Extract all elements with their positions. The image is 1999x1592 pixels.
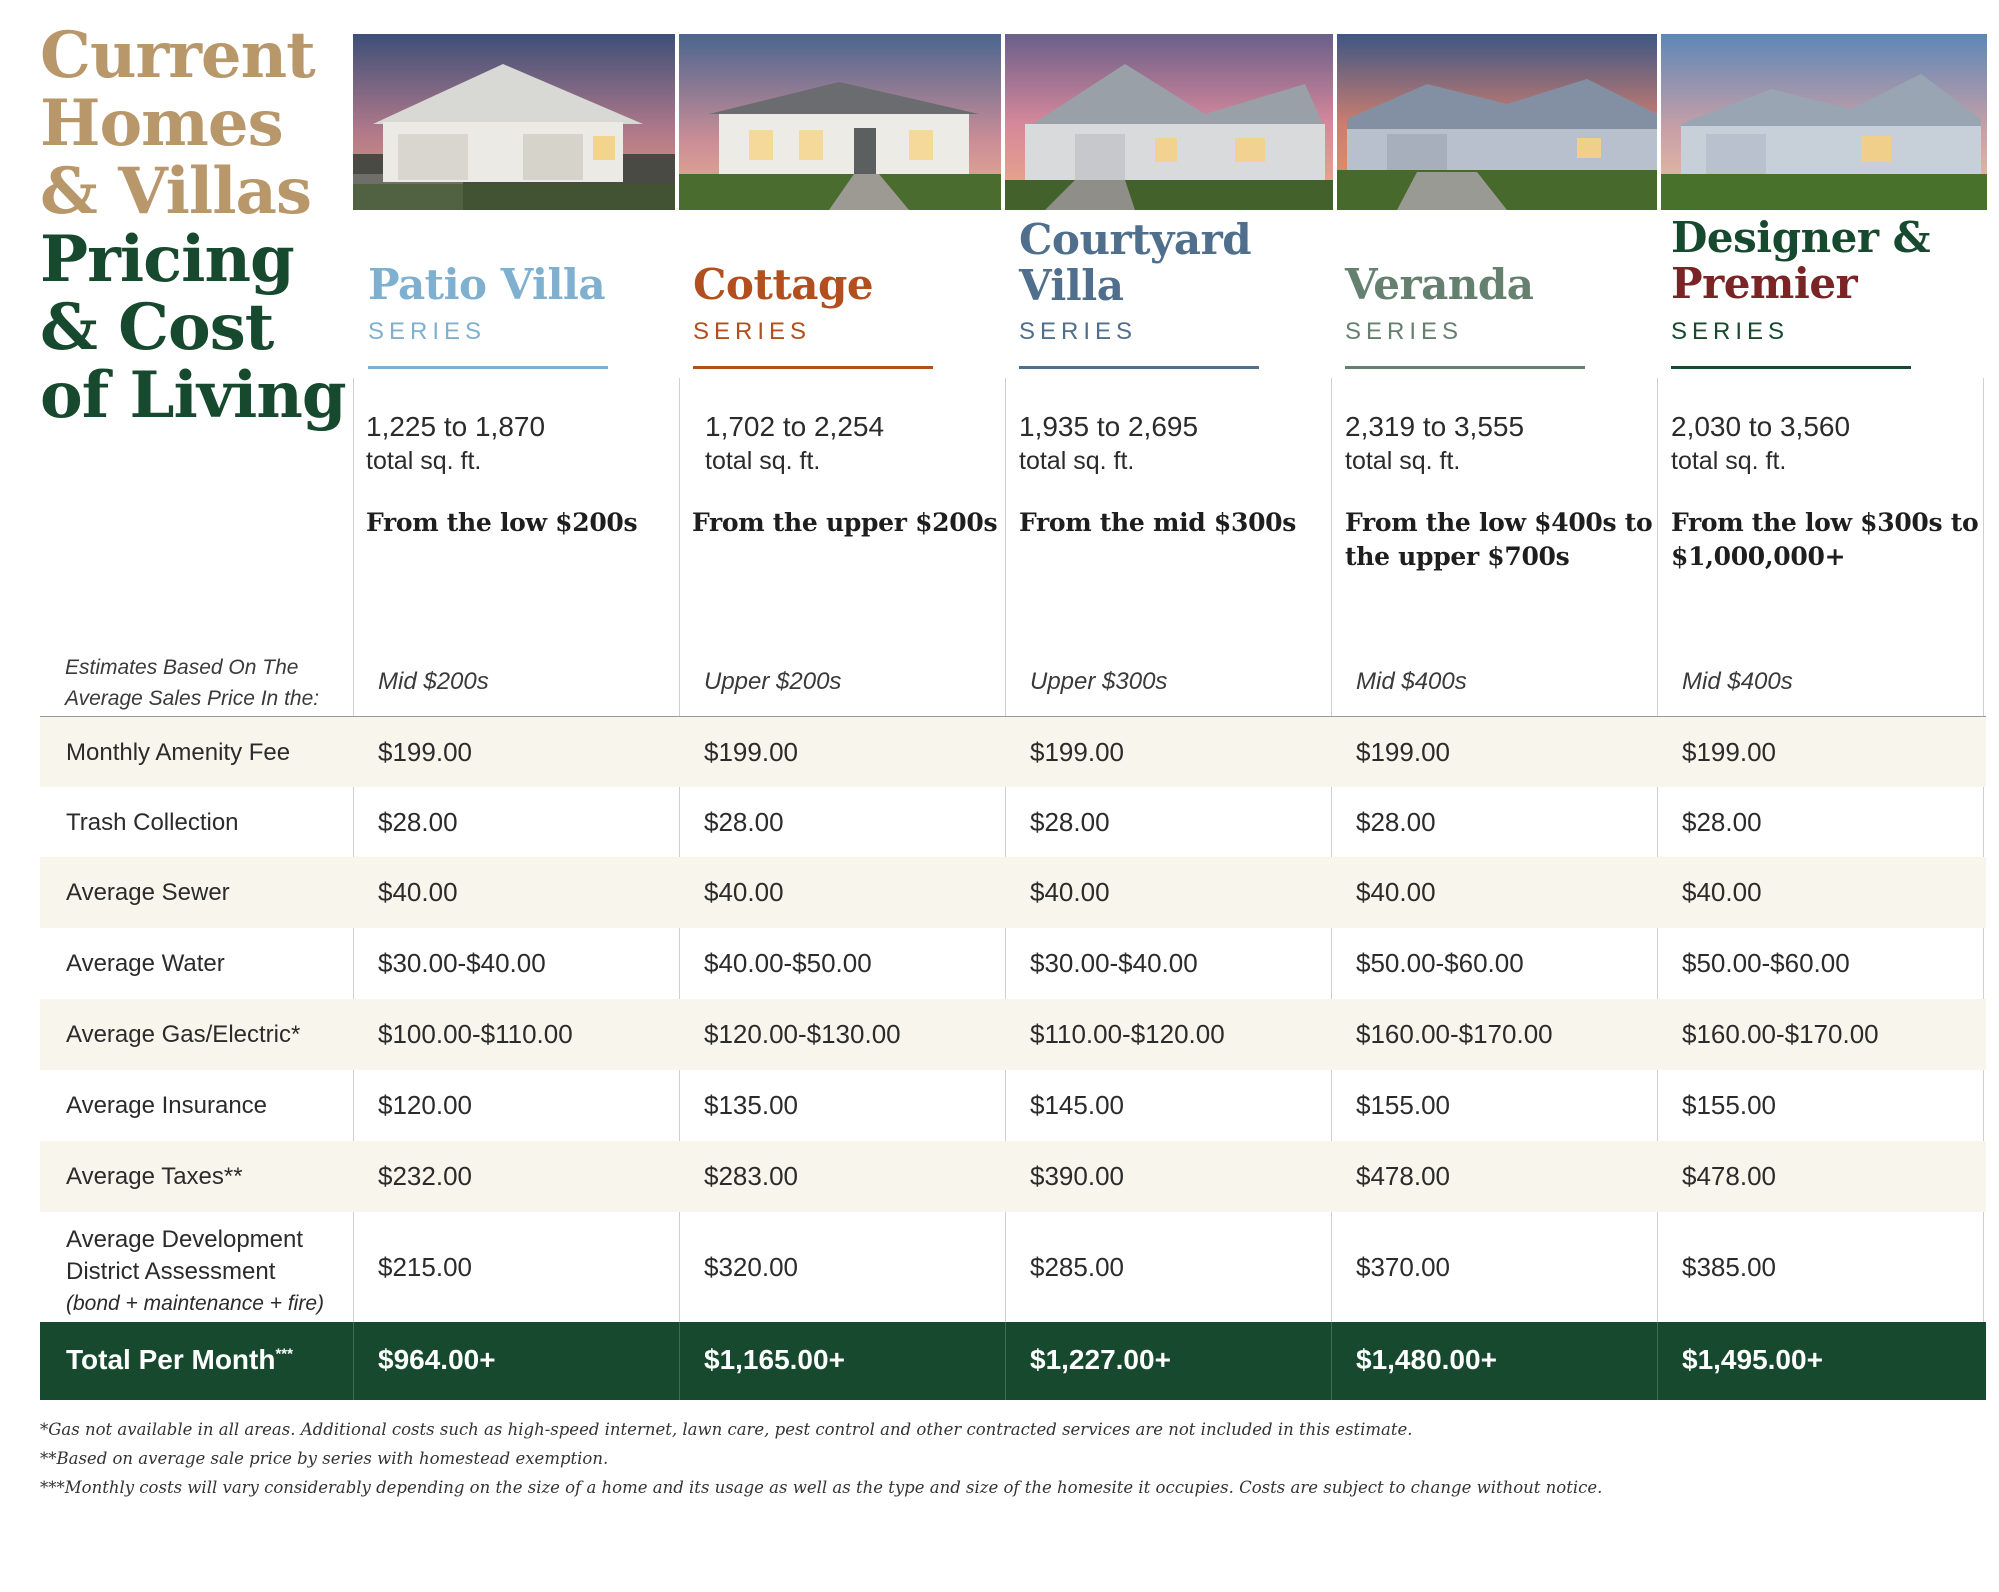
series-label-patio-villa: SERIES [368,318,487,345]
column-divider [353,1322,354,1400]
row-value: $232.00 [378,1161,472,1191]
price-range-patio-villa: From the low $200s [366,508,638,537]
row-label: Average Gas/Electric* [66,1021,301,1048]
sqft-range-cottage: 1,702 to 2,254 total sq. ft. [705,411,885,475]
row-value: $199.00 [1682,737,1776,767]
row-value: $40.00-$50.00 [704,948,872,978]
row-value: $28.00 [1030,807,1110,837]
row-value: $50.00-$60.00 [1356,948,1524,978]
row-label: Average Water [66,950,225,977]
row-value: $199.00 [378,737,472,767]
table-row [40,857,1986,928]
series-label-veranda: SERIES [1345,318,1464,345]
row-value: $320.00 [704,1252,798,1282]
total-value-designer-premier: $1,495.00+ [1682,1344,1823,1375]
sqft-range-courtyard-villa: 1,935 to 2,695 total sq. ft. [1019,411,1199,475]
row-value: $28.00 [1682,807,1762,837]
row-value: $40.00 [704,877,784,907]
table-row [40,928,1986,999]
footnote-gas: *Gas not available in all areas. Additional costs such as high-speed internet, lawn care, pest control and other contracted services are not included in this estimate. [40,1420,1413,1439]
estimate-price-designer-premier: Mid $400s [1682,668,1793,695]
row-value: $155.00 [1682,1090,1776,1120]
series-rule-cottage [693,366,933,369]
row-value: $120.00-$130.00 [704,1019,901,1049]
row-value: $199.00 [704,737,798,767]
row-value: $199.00 [1030,737,1124,767]
row-value: $100.00-$110.00 [378,1019,573,1049]
series-rule-patio-villa [368,366,608,369]
row-value: $40.00 [378,877,458,907]
sqft-range-veranda: 2,319 to 3,555 total sq. ft. [1345,411,1525,475]
row-value: $145.00 [1030,1090,1124,1120]
row-label: Monthly Amenity Fee [66,739,291,766]
series-name-designer-premier: Designer & Premier [1671,213,1931,308]
total-value-patio-villa: $964.00+ [378,1344,496,1375]
series-label-cottage: SERIES [693,318,812,345]
series-rule-veranda [1345,366,1585,369]
total-value-cottage: $1,165.00+ [704,1344,845,1375]
row-value: $285.00 [1030,1252,1124,1282]
row-value: $370.00 [1356,1252,1450,1282]
series-name-patio-villa: Patio Villa [368,260,606,309]
estimate-price-cottage: Upper $200s [704,668,842,695]
row-value: $385.00 [1682,1252,1776,1282]
row-label: Average Insurance [66,1092,268,1119]
total-value-courtyard-villa: $1,227.00+ [1030,1344,1171,1375]
series-rule-courtyard-villa [1019,366,1259,369]
headline-line-5: & Cost [40,290,274,365]
price-range-designer-premier: From the low $300s to $1,000,000+ [1671,508,1979,571]
headline-line-2: Homes [40,86,283,161]
row-value: $160.00-$170.00 [1682,1019,1879,1049]
row-value: $160.00-$170.00 [1356,1019,1553,1049]
series-label-designer-premier: SERIES [1671,318,1790,345]
row-value: $155.00 [1356,1090,1450,1120]
table-row [40,717,1986,787]
estimate-price-veranda: Mid $400s [1356,668,1467,695]
patio-villa-photo [353,34,675,210]
page-headline [40,18,360,433]
total-value-veranda: $1,480.00+ [1356,1344,1497,1375]
headline-line-1: Current [40,18,315,93]
total-label: Total Per Month*** [66,1344,293,1375]
row-value: $28.00 [704,807,784,837]
price-range-veranda: From the low $400s to the upper $700s [1345,508,1653,571]
row-value: $199.00 [1356,737,1450,767]
estimate-basis-label: Estimates Based On The Average Sales Price In the: [65,656,320,710]
table-row [40,1141,1986,1212]
total-per-month-row [40,1322,1986,1400]
row-value: $28.00 [378,807,458,837]
sqft-range-designer-premier: 2,030 to 3,560 total sq. ft. [1671,411,1851,475]
row-label: Trash Collection [66,809,239,836]
veranda-photo [1337,34,1657,210]
series-label-courtyard-villa: SERIES [1019,318,1138,345]
sqft-range-patio-villa: 1,225 to 1,870 total sq. ft. [366,411,546,475]
column-divider [1331,1322,1332,1400]
row-label: Average Development District Assessment (bond + maintenance + fire) [66,1226,324,1315]
series-name-courtyard-villa: Courtyard Villa [1019,215,1252,310]
row-value: $478.00 [1682,1161,1776,1191]
row-value: $390.00 [1030,1161,1124,1191]
row-value: $40.00 [1030,877,1110,907]
footnote-monthly-costs: ***Monthly costs will vary considerably depending on the size of a home and its usage as well as the type and size of the homesite it occupies. Costs are subject to change without notice. [40,1478,1603,1497]
headline-line-4: Pricing [40,222,294,297]
headline-line-3: & Villas [40,154,312,229]
row-value: $215.00 [378,1252,472,1282]
row-value: $40.00 [1356,877,1436,907]
row-value: $40.00 [1682,877,1762,907]
row-value: $50.00-$60.00 [1682,948,1850,978]
courtyard-villa-photo [1005,34,1333,210]
headline-line-6: of Living [40,358,346,433]
table-row [40,1070,1986,1141]
row-value: $283.00 [704,1161,798,1191]
row-value: $30.00-$40.00 [1030,948,1198,978]
cottage-photo [679,34,1001,210]
designer-premier-photo [1661,34,1987,210]
table-row [40,787,1986,857]
row-value: $120.00 [378,1090,472,1120]
series-name-veranda: Veranda [1345,260,1534,309]
column-divider [1657,1322,1658,1400]
row-value: $30.00-$40.00 [378,948,546,978]
table-row-cdd [40,1212,1986,1322]
column-divider [679,1322,680,1400]
row-label: Average Sewer [66,879,230,906]
estimate-price-courtyard-villa: Upper $300s [1030,668,1168,695]
series-rule-designer-premier [1671,366,1911,369]
footnote-taxes: **Based on average sale price by series with homestead exemption. [40,1449,609,1468]
row-value: $135.00 [704,1090,798,1120]
table-row [40,999,1986,1070]
row-value: $28.00 [1356,807,1436,837]
column-divider [1005,1322,1006,1400]
row-value: $478.00 [1356,1161,1450,1191]
price-range-courtyard-villa: From the mid $300s [1019,508,1297,537]
estimate-price-patio-villa: Mid $200s [378,668,489,695]
price-range-cottage: From the upper $200s [692,508,998,537]
series-name-cottage: Cottage [693,260,874,309]
row-value: $110.00-$120.00 [1030,1019,1225,1049]
row-label: Average Taxes** [66,1163,243,1190]
